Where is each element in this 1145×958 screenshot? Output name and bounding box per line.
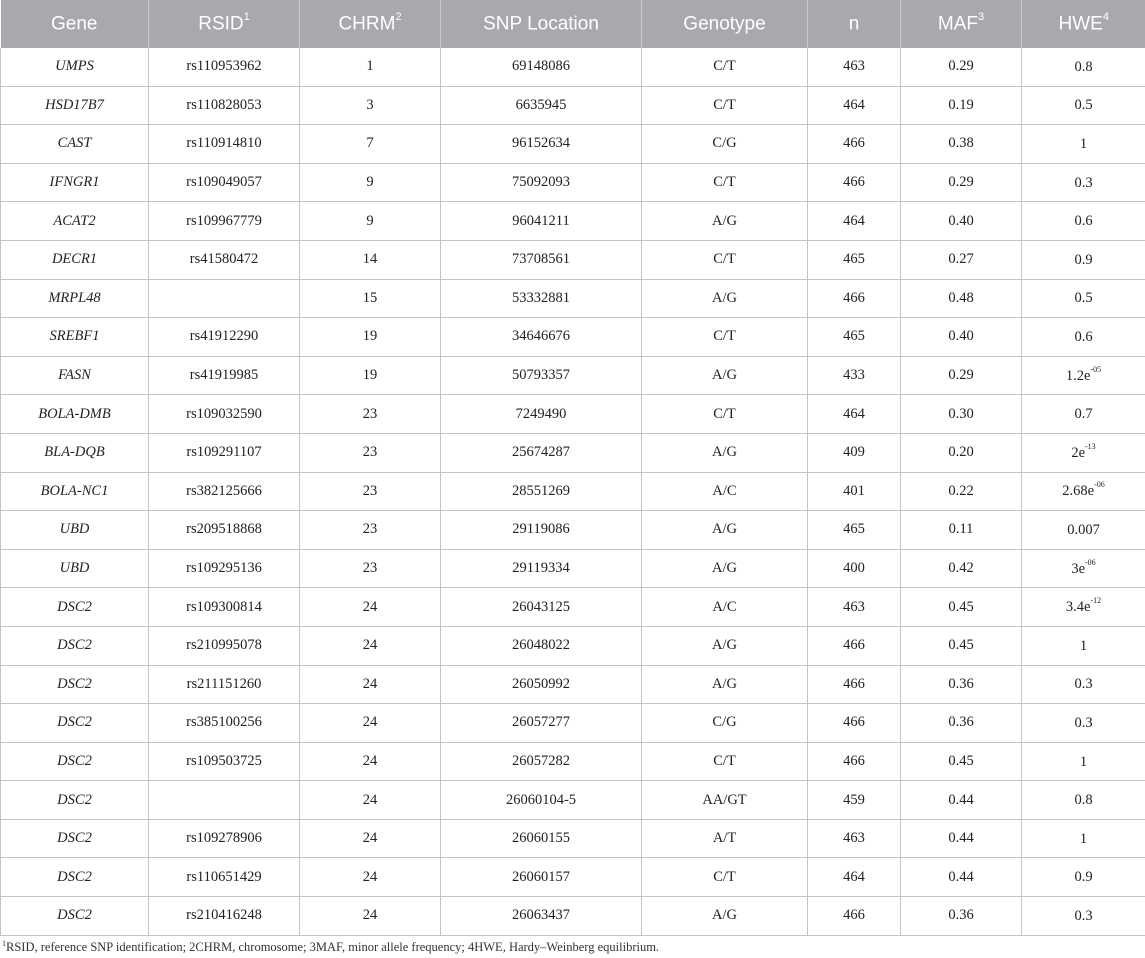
- cell-genotype: A/G: [642, 665, 808, 704]
- cell-gene: BOLA-DMB: [1, 395, 149, 434]
- cell-n: 463: [808, 588, 901, 627]
- cell-hwe: [1022, 588, 1145, 627]
- cell-genotype: A/G: [642, 511, 808, 550]
- hwe-value: 1.2e: [1065, 367, 1091, 384]
- cell-gene: BOLA-NC1: [1, 472, 149, 511]
- hwe-exponent: -06: [1094, 480, 1105, 490]
- cell-hwe: [1022, 704, 1145, 743]
- header-n: n: [808, 0, 901, 48]
- table-row: [1, 704, 1145, 743]
- table-row: [1, 279, 1145, 318]
- table-row: [1, 86, 1145, 125]
- cell-chrm: 19: [300, 318, 441, 357]
- cell-rsid: rs211151260: [149, 665, 300, 704]
- cell-n: 466: [808, 279, 901, 318]
- table-row: [1, 433, 1145, 472]
- cell-snp-location: 29119086: [441, 511, 642, 550]
- cell-hwe: [1022, 395, 1145, 434]
- cell-n: 466: [808, 626, 901, 665]
- cell-maf: 0.36: [901, 665, 1022, 704]
- table-row: [1, 356, 1145, 395]
- table-row: [1, 626, 1145, 665]
- table-row: [1, 858, 1145, 897]
- cell-genotype: C/T: [642, 86, 808, 125]
- cell-snp-location: 26057277: [441, 704, 642, 743]
- cell-chrm: 24: [300, 819, 441, 858]
- cell-snp-location: 26057282: [441, 742, 642, 781]
- cell-maf: 0.40: [901, 202, 1022, 241]
- cell-snp-location: 29119334: [441, 549, 642, 588]
- cell-hwe: [1022, 897, 1145, 936]
- cell-snp-location: 26048022: [441, 626, 642, 665]
- cell-hwe: [1022, 356, 1145, 395]
- header-snp-location: SNP Location: [441, 0, 642, 48]
- cell-snp-location: 28551269: [441, 472, 642, 511]
- cell-genotype: A/G: [642, 549, 808, 588]
- cell-rsid: rs41580472: [149, 240, 300, 279]
- hwe-value: 2e: [1071, 444, 1085, 461]
- table-row: [1, 48, 1145, 86]
- cell-snp-location: 96152634: [441, 125, 642, 164]
- cell-chrm: 23: [300, 549, 441, 588]
- cell-hwe: [1022, 626, 1145, 665]
- cell-gene: DSC2: [1, 897, 149, 936]
- table-row: [1, 511, 1145, 550]
- cell-hwe: [1022, 549, 1145, 588]
- cell-rsid: rs109295136: [149, 549, 300, 588]
- cell-genotype: C/T: [642, 742, 808, 781]
- hwe-value: 1: [1079, 753, 1088, 770]
- hwe-value: 0.6: [1074, 213, 1093, 230]
- cell-rsid: rs109291107: [149, 433, 300, 472]
- cell-rsid: rs41912290: [149, 318, 300, 357]
- cell-gene: UBD: [1, 549, 149, 588]
- hwe-exponent: -05: [1090, 364, 1102, 374]
- hwe-value: 0.3: [1074, 174, 1093, 191]
- cell-chrm: 23: [300, 511, 441, 550]
- cell-hwe: [1022, 433, 1145, 472]
- footnote-marker: 1: [2, 939, 6, 948]
- cell-n: 459: [808, 781, 901, 820]
- cell-gene: DSC2: [1, 781, 149, 820]
- cell-genotype: A/G: [642, 433, 808, 472]
- cell-maf: 0.20: [901, 433, 1022, 472]
- cell-hwe: [1022, 86, 1145, 125]
- cell-genotype: A/C: [642, 472, 808, 511]
- hwe-value: 1: [1079, 135, 1088, 152]
- header-row: [1, 0, 1145, 48]
- cell-snp-location: 7249490: [441, 395, 642, 434]
- cell-maf: 0.38: [901, 125, 1022, 164]
- cell-gene: UMPS: [1, 48, 149, 86]
- hwe-exponent: -13: [1085, 441, 1096, 451]
- hwe-value: 0.3: [1074, 907, 1093, 924]
- cell-hwe: [1022, 472, 1145, 511]
- cell-maf: 0.22: [901, 472, 1022, 511]
- cell-gene: DSC2: [1, 819, 149, 858]
- cell-hwe: [1022, 279, 1145, 318]
- cell-chrm: 1: [300, 48, 441, 86]
- cell-gene: DECR1: [1, 240, 149, 279]
- cell-maf: 0.44: [901, 781, 1022, 820]
- cell-n: 464: [808, 395, 901, 434]
- hwe-value: 0.5: [1074, 290, 1093, 307]
- cell-genotype: A/G: [642, 897, 808, 936]
- table-row: [1, 588, 1145, 627]
- cell-snp-location: 69148086: [441, 48, 642, 86]
- header-genotype: Genotype: [642, 0, 808, 48]
- cell-chrm: 24: [300, 665, 441, 704]
- cell-genotype: A/G: [642, 279, 808, 318]
- cell-rsid: [149, 279, 300, 318]
- cell-maf: 0.44: [901, 858, 1022, 897]
- cell-hwe: [1022, 665, 1145, 704]
- cell-snp-location: 25674287: [441, 433, 642, 472]
- cell-chrm: 15: [300, 279, 441, 318]
- cell-gene: HSD17B7: [1, 86, 149, 125]
- cell-n: 464: [808, 858, 901, 897]
- hwe-value: 1: [1079, 830, 1088, 847]
- cell-chrm: 24: [300, 742, 441, 781]
- cell-snp-location: 53332881: [441, 279, 642, 318]
- cell-genotype: A/G: [642, 202, 808, 241]
- cell-snp-location: 26043125: [441, 588, 642, 627]
- cell-snp-location: 34646676: [441, 318, 642, 357]
- cell-gene: UBD: [1, 511, 149, 550]
- cell-gene: ACAT2: [1, 202, 149, 241]
- table-body: [1, 48, 1145, 935]
- cell-n: 465: [808, 511, 901, 550]
- header-rsid: RSID$^1$: [149, 0, 300, 48]
- cell-maf: 0.29: [901, 48, 1022, 86]
- cell-maf: 0.45: [901, 626, 1022, 665]
- cell-snp-location: 26063437: [441, 897, 642, 936]
- cell-rsid: rs109032590: [149, 395, 300, 434]
- cell-gene: DSC2: [1, 858, 149, 897]
- cell-genotype: AA/GT: [642, 781, 808, 820]
- cell-chrm: 23: [300, 472, 441, 511]
- cell-maf: 0.29: [901, 356, 1022, 395]
- cell-hwe: [1022, 240, 1145, 279]
- cell-rsid: rs110651429: [149, 858, 300, 897]
- cell-snp-location: 96041211: [441, 202, 642, 241]
- table-row: [1, 549, 1145, 588]
- cell-chrm: 7: [300, 125, 441, 164]
- cell-genotype: C/T: [642, 318, 808, 357]
- cell-n: 409: [808, 433, 901, 472]
- cell-gene: DSC2: [1, 665, 149, 704]
- cell-gene: FASN: [1, 356, 149, 395]
- cell-hwe: [1022, 781, 1145, 820]
- cell-rsid: rs109300814: [149, 588, 300, 627]
- cell-maf: 0.45: [901, 588, 1022, 627]
- table-row: [1, 897, 1145, 936]
- cell-maf: 0.36: [901, 897, 1022, 936]
- cell-gene: DSC2: [1, 626, 149, 665]
- cell-maf: 0.29: [901, 163, 1022, 202]
- header-maf: MAF$^3$: [901, 0, 1022, 48]
- cell-chrm: 3: [300, 86, 441, 125]
- hwe-value: 0.7: [1074, 406, 1093, 423]
- cell-maf: 0.44: [901, 819, 1022, 858]
- cell-chrm: 24: [300, 781, 441, 820]
- cell-rsid: rs41919985: [149, 356, 300, 395]
- cell-rsid: rs109503725: [149, 742, 300, 781]
- cell-hwe: [1022, 819, 1145, 858]
- table-row: [1, 819, 1145, 858]
- cell-n: 464: [808, 202, 901, 241]
- cell-gene: BLA-DQB: [1, 433, 149, 472]
- hwe-value: 0.5: [1074, 97, 1093, 114]
- cell-maf: 0.48: [901, 279, 1022, 318]
- cell-hwe: [1022, 858, 1145, 897]
- table-row: [1, 742, 1145, 781]
- cell-rsid: rs109278906: [149, 819, 300, 858]
- cell-snp-location: 75092093: [441, 163, 642, 202]
- cell-n: 464: [808, 86, 901, 125]
- hwe-exponent: -06: [1085, 557, 1096, 567]
- cell-hwe: [1022, 511, 1145, 550]
- cell-n: 466: [808, 665, 901, 704]
- cell-maf: 0.11: [901, 511, 1022, 550]
- hwe-value: 3e: [1071, 560, 1085, 577]
- cell-genotype: A/G: [642, 626, 808, 665]
- cell-n: 466: [808, 704, 901, 743]
- hwe-value: 2.68e: [1062, 483, 1095, 500]
- cell-genotype: C/T: [642, 48, 808, 86]
- cell-rsid: rs109049057: [149, 163, 300, 202]
- footnote-text: RSID, reference SNP identification; 2CHRM, chromosome; 3MAF, minor allele frequency; 4HWE, Hardy–Weinberg equilibrium.: [6, 940, 660, 955]
- hwe-value: 0.9: [1074, 869, 1093, 886]
- hwe-value: 0.8: [1074, 791, 1093, 808]
- cell-maf: 0.40: [901, 318, 1022, 357]
- cell-rsid: rs210995078: [149, 626, 300, 665]
- table-row: [1, 125, 1145, 164]
- cell-genotype: C/T: [642, 395, 808, 434]
- cell-chrm: 24: [300, 897, 441, 936]
- table-row: [1, 202, 1145, 241]
- hwe-value: 0.3: [1074, 676, 1093, 693]
- cell-gene: DSC2: [1, 742, 149, 781]
- cell-snp-location: 73708561: [441, 240, 642, 279]
- table-row: [1, 781, 1145, 820]
- cell-snp-location: 26060104-5: [441, 781, 642, 820]
- table-footnote: [2, 939, 659, 955]
- cell-snp-location: 26060155: [441, 819, 642, 858]
- header-chrm: CHRM$^2$: [300, 0, 441, 48]
- cell-n: 466: [808, 125, 901, 164]
- cell-rsid: rs110914810: [149, 125, 300, 164]
- cell-chrm: 23: [300, 395, 441, 434]
- cell-n: 466: [808, 163, 901, 202]
- cell-maf: 0.42: [901, 549, 1022, 588]
- cell-n: 463: [808, 819, 901, 858]
- cell-gene: CAST: [1, 125, 149, 164]
- hwe-value: 1: [1079, 637, 1088, 654]
- cell-gene: SREBF1: [1, 318, 149, 357]
- cell-hwe: [1022, 202, 1145, 241]
- cell-maf: 0.19: [901, 86, 1022, 125]
- cell-genotype: A/G: [642, 356, 808, 395]
- hwe-exponent: -12: [1090, 596, 1102, 606]
- cell-gene: DSC2: [1, 704, 149, 743]
- cell-genotype: A/T: [642, 819, 808, 858]
- cell-hwe: [1022, 48, 1145, 86]
- cell-n: 465: [808, 240, 901, 279]
- cell-rsid: rs210416248: [149, 897, 300, 936]
- cell-snp-location: 26050992: [441, 665, 642, 704]
- cell-rsid: rs109967779: [149, 202, 300, 241]
- cell-maf: 0.45: [901, 742, 1022, 781]
- cell-chrm: 23: [300, 433, 441, 472]
- cell-hwe: [1022, 318, 1145, 357]
- cell-n: 466: [808, 897, 901, 936]
- cell-chrm: 19: [300, 356, 441, 395]
- cell-chrm: 9: [300, 202, 441, 241]
- cell-chrm: 24: [300, 588, 441, 627]
- table-header: [1, 0, 1145, 48]
- cell-chrm: 9: [300, 163, 441, 202]
- hwe-value: 0.6: [1074, 328, 1093, 345]
- cell-n: 433: [808, 356, 901, 395]
- cell-genotype: C/G: [642, 704, 808, 743]
- cell-n: 465: [808, 318, 901, 357]
- header-gene: Gene: [1, 0, 149, 48]
- table-row: [1, 472, 1145, 511]
- cell-n: 463: [808, 48, 901, 86]
- cell-chrm: 24: [300, 858, 441, 897]
- cell-maf: 0.27: [901, 240, 1022, 279]
- cell-chrm: 24: [300, 626, 441, 665]
- cell-gene: DSC2: [1, 588, 149, 627]
- cell-hwe: [1022, 742, 1145, 781]
- cell-genotype: C/T: [642, 163, 808, 202]
- cell-maf: 0.30: [901, 395, 1022, 434]
- cell-rsid: rs110953962: [149, 48, 300, 86]
- hwe-value: 3.4e: [1065, 599, 1091, 616]
- table-row: [1, 665, 1145, 704]
- cell-maf: 0.36: [901, 704, 1022, 743]
- cell-rsid: rs209518868: [149, 511, 300, 550]
- table-row: [1, 395, 1145, 434]
- hwe-value: 0.007: [1067, 521, 1100, 538]
- hwe-value: 0.3: [1074, 714, 1093, 731]
- cell-snp-location: 50793357: [441, 356, 642, 395]
- cell-chrm: 24: [300, 704, 441, 743]
- cell-snp-location: 26060157: [441, 858, 642, 897]
- cell-rsid: rs382125666: [149, 472, 300, 511]
- cell-genotype: C/T: [642, 858, 808, 897]
- cell-n: 400: [808, 549, 901, 588]
- hwe-value: 0.8: [1074, 58, 1093, 75]
- cell-n: 466: [808, 742, 901, 781]
- table-row: [1, 240, 1145, 279]
- cell-genotype: C/T: [642, 240, 808, 279]
- cell-rsid: rs110828053: [149, 86, 300, 125]
- cell-chrm: 14: [300, 240, 441, 279]
- hwe-value: 0.9: [1074, 251, 1093, 268]
- cell-rsid: rs385100256: [149, 704, 300, 743]
- cell-gene: IFNGR1: [1, 163, 149, 202]
- cell-n: 401: [808, 472, 901, 511]
- cell-genotype: A/C: [642, 588, 808, 627]
- table-row: [1, 318, 1145, 357]
- header-hwe: HWE$^4$: [1022, 0, 1145, 48]
- cell-hwe: [1022, 163, 1145, 202]
- cell-genotype: C/G: [642, 125, 808, 164]
- table-row: [1, 163, 1145, 202]
- cell-snp-location: 6635945: [441, 86, 642, 125]
- cell-hwe: [1022, 125, 1145, 164]
- cell-rsid: [149, 781, 300, 820]
- cell-gene: MRPL48: [1, 279, 149, 318]
